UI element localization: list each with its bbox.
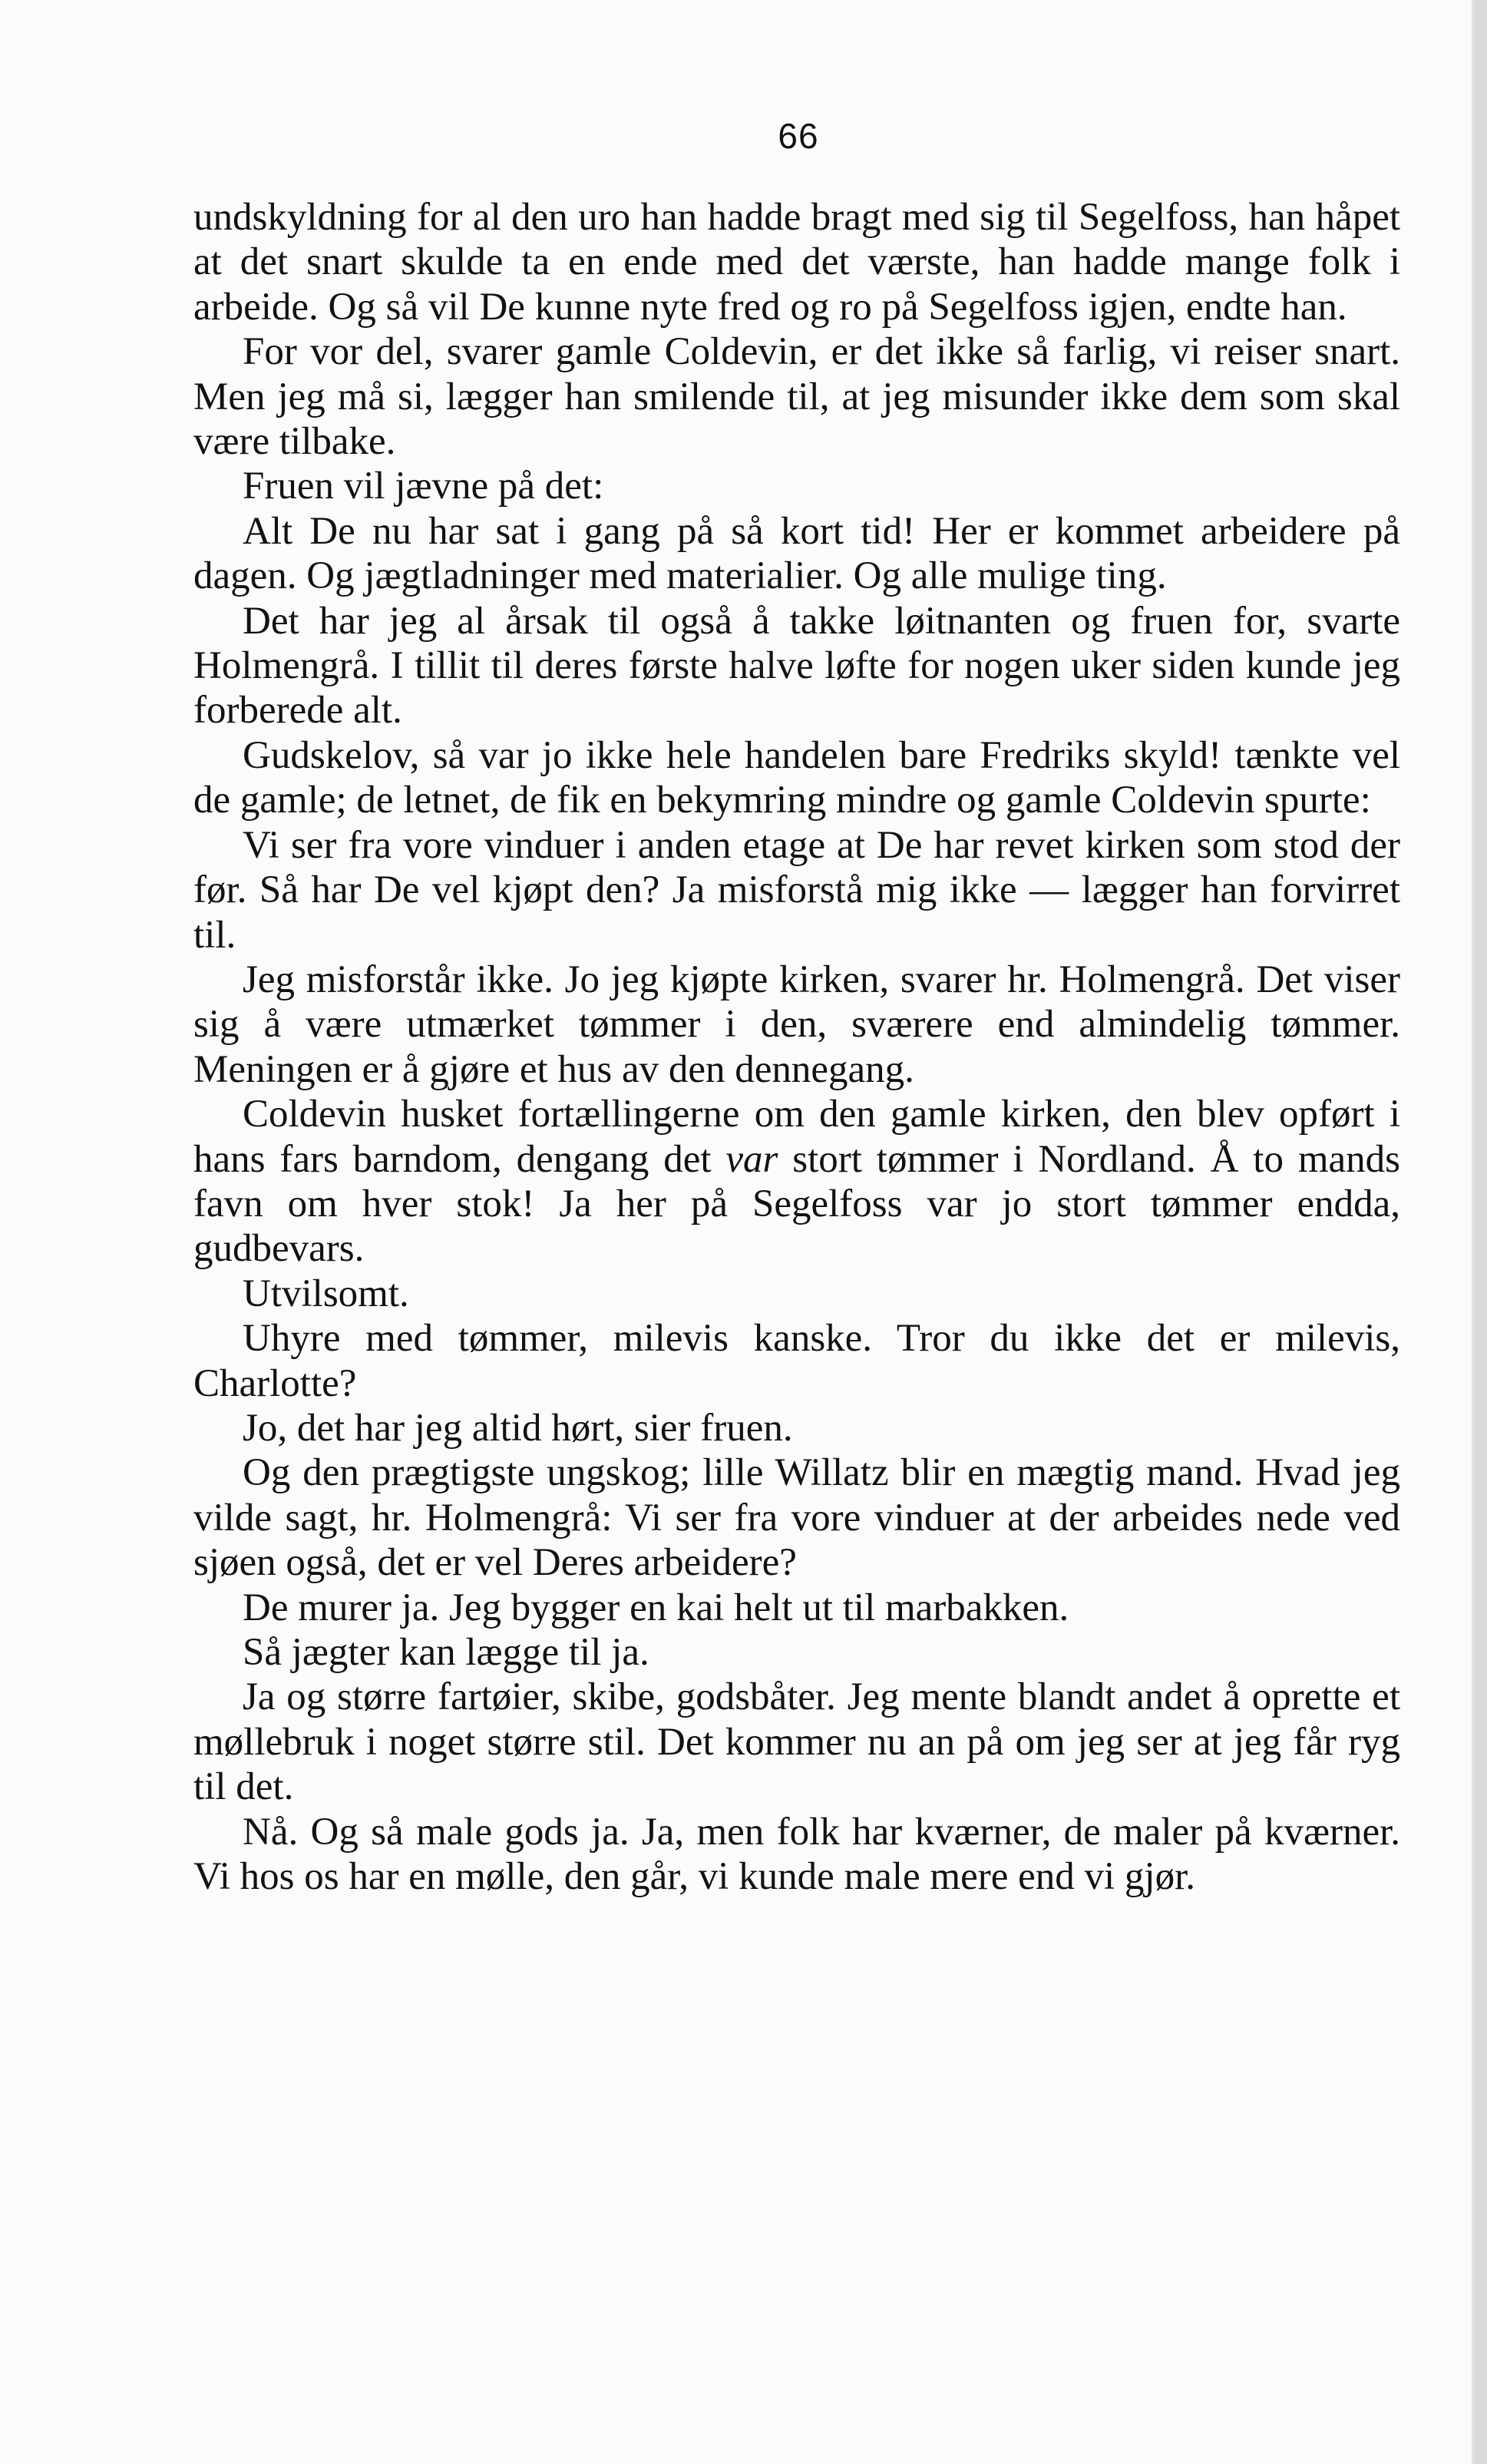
paragraph: Uhyre med tømmer, milevis kanske. Tror du ikke det er milevis, Charlotte? — [193, 1317, 1400, 1405]
paragraph: Så jægter kan lægge til ja. — [243, 1631, 649, 1674]
paragraph-text-after: stort tømmer i Nordland. Å to mands favn om hver stok! Ja her på Segelfoss var jo stort tømmer endda, gudbevars. — [193, 1137, 1400, 1271]
paragraph-with-emphasis — [193, 1092, 1400, 1272]
paragraph: De murer ja. Jeg bygger en kai helt ut til marbakken. — [243, 1586, 1069, 1629]
paragraph: Fruen vil jævne på det: — [243, 465, 604, 508]
page-number: 66 — [778, 116, 819, 156]
emphasized-word: var — [725, 1137, 778, 1181]
paragraph: Det har jeg al årsak til også å takke løitnanten og fruen for, svarte Holmengrå. I tillit til deres første halve løfte for nogen uker siden kunde jeg forberede alt. — [193, 599, 1400, 733]
paragraph: Jeg misforstår ikke. Jo jeg kjøpte kirken, svarer hr. Holmengrå. Det viser sig å være utmærket tømmer i den, sværere end almindelig tømmer. Meningen er å gjøre et hus av den dennegang. — [193, 957, 1400, 1091]
paragraph: undskyldning for al den uro han hadde bragt med sig til Segelfoss, han håpet at det snart skulde ta en ende med det værste, han hadde mange folk i arbeide. Og så vil De kunne nyte fred og ro på Segelfoss igjen, endte han. — [193, 196, 1400, 329]
body-text — [193, 195, 1400, 1899]
paragraph: Alt De nu har sat i gang på så kort tid! Her er kommet arbeidere på dagen. Og jægtladninger med materialier. Og alle mulige ting. — [193, 509, 1400, 598]
paragraph: For vor del, svarer gamle Coldevin, er det ikke så farlig, vi reiser snart. Men jeg må si, lægger han smilende til, at jeg misunder ikke dem som skal være tilbake. — [193, 330, 1400, 464]
paragraph: Vi ser fra vore vinduer i anden etage at De har revet kirken som stod der før. Så har De vel kjøpt den? Ja misforstå mig ikke — lægger han forvirret til. — [193, 823, 1400, 957]
paragraph: Jo, det har jeg altid hørt, sier fruen. — [243, 1406, 793, 1450]
paragraph: Nå. Og så male gods ja. Ja, men folk har kværner, de maler på kværner. Vi hos os har en mølle, den går, vi kunde male mere end vi gjør. — [193, 1810, 1400, 1899]
paragraph: Ja og større fartøier, skibe, godsbåter. Jeg mente blandt andet å oprette et møllebruk i noget større stil. Det kommer nu an på om jeg ser at jeg får ryg til det. — [193, 1675, 1400, 1809]
page-edge — [1472, 0, 1475, 2464]
paragraph-text-before: Coldevin husket fortællingerne om den gamle kirken, den blev opført i hans fars barndom, dengang det — [193, 1093, 1400, 1181]
paragraph: Utvilsomt. — [243, 1272, 409, 1315]
paragraph: Gudskelov, så var jo ikke hele handelen bare Fredriks skyld! tænkte vel de gamle; de letnet, de fik en bekymring mindre og gamle Coldevin spurte: — [193, 733, 1400, 822]
paragraph: Og den prægtigste ungskog; lille Willatz blir en mægtig mand. Hvad jeg vilde sagt, hr. Holmengrå: Vi ser fra vore vinduer at der arbeides nede ved sjøen også, det er vel Deres arbeidere? — [193, 1451, 1400, 1585]
